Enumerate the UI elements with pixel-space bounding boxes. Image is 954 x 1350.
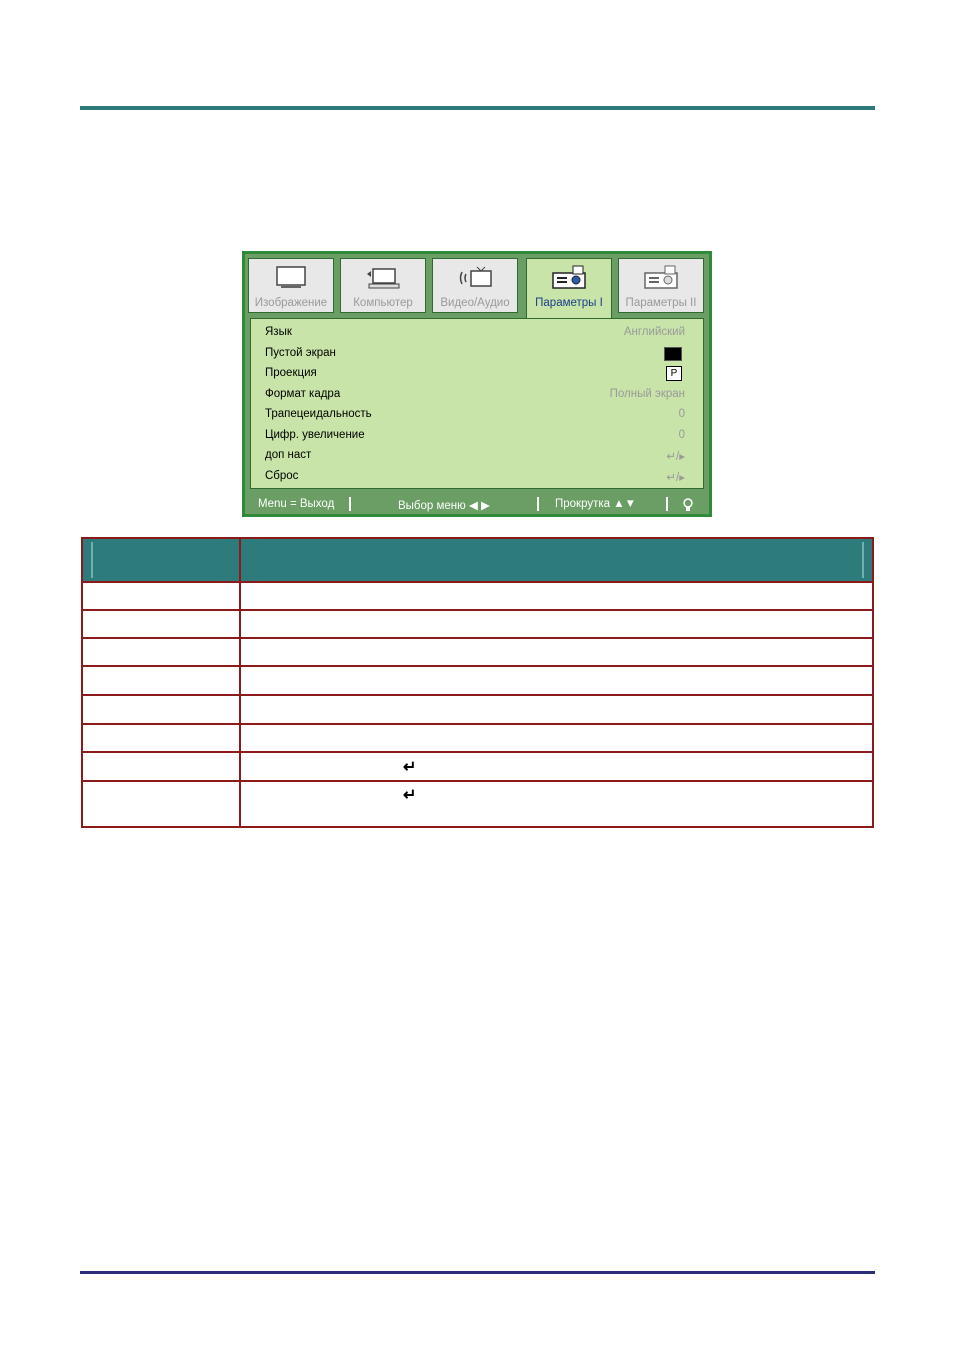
table-row-divider xyxy=(83,609,872,611)
footer-separator xyxy=(537,497,539,511)
blank-screen-swatch xyxy=(664,347,682,361)
settings-panel xyxy=(250,318,704,489)
computer-icon xyxy=(363,264,403,292)
tab-settings-1[interactable]: Параметры I xyxy=(526,258,612,320)
osd-menu xyxy=(242,251,712,517)
table-header xyxy=(83,539,872,581)
menu-item-digital-zoom[interactable]: Цифр. увеличение 0 xyxy=(265,429,685,441)
select-menu-hint: Выбор меню ◀ ▶ xyxy=(398,500,490,512)
enter-icon: ↵ xyxy=(403,759,417,776)
enter-arrow-icon: ↵/▸ xyxy=(666,472,685,484)
header-inner-line xyxy=(91,542,93,578)
tab-settings-2[interactable]: Параметры II xyxy=(618,258,704,313)
scroll-hint: Прокрутка ▲▼ xyxy=(555,498,637,510)
menu-item-reset[interactable]: Сброс ↵/▸ xyxy=(265,470,685,484)
menu-item-advanced[interactable]: доп наст ↵/▸ xyxy=(265,449,685,463)
table-row-divider xyxy=(83,637,872,639)
header-inner-line xyxy=(862,542,864,578)
footer-separator xyxy=(666,497,668,511)
enter-icon: ↵ xyxy=(403,787,417,804)
footer-rule xyxy=(80,1271,875,1274)
table-row-divider xyxy=(83,723,872,725)
video-audio-icon xyxy=(455,264,495,292)
menu-item-blank-screen[interactable]: Пустой экран xyxy=(265,345,685,363)
table-row-divider xyxy=(83,665,872,667)
tab-image[interactable]: Изображение xyxy=(248,258,334,313)
projector-settings2-icon xyxy=(641,264,681,292)
menu-item-aspect-ratio[interactable]: Формат кадра Полный экран xyxy=(265,388,685,400)
table-row-divider xyxy=(83,694,872,696)
header-rule xyxy=(80,106,875,110)
menu-item-keystone[interactable]: Трапецеидальность 0 xyxy=(265,408,685,420)
osd-footer xyxy=(245,494,709,514)
monitor-icon xyxy=(271,264,311,292)
tab-computer[interactable]: Компьютер xyxy=(340,258,426,313)
menu-item-projection[interactable]: Проекция P xyxy=(265,365,685,383)
table-row-divider xyxy=(83,780,872,782)
projector-settings-icon xyxy=(549,264,589,292)
table-row-divider xyxy=(83,751,872,753)
footer-separator xyxy=(349,497,351,511)
enter-arrow-icon: ↵/▸ xyxy=(666,451,685,463)
description-table xyxy=(81,537,874,828)
menu-item-language[interactable]: Язык Английский xyxy=(265,326,685,338)
lamp-icon xyxy=(682,498,694,512)
tab-video-audio[interactable]: Видео/Аудио xyxy=(432,258,518,313)
menu-exit-hint: Menu = Выход xyxy=(258,498,335,510)
projection-icon: P xyxy=(666,366,682,381)
table-row-divider xyxy=(83,581,872,583)
